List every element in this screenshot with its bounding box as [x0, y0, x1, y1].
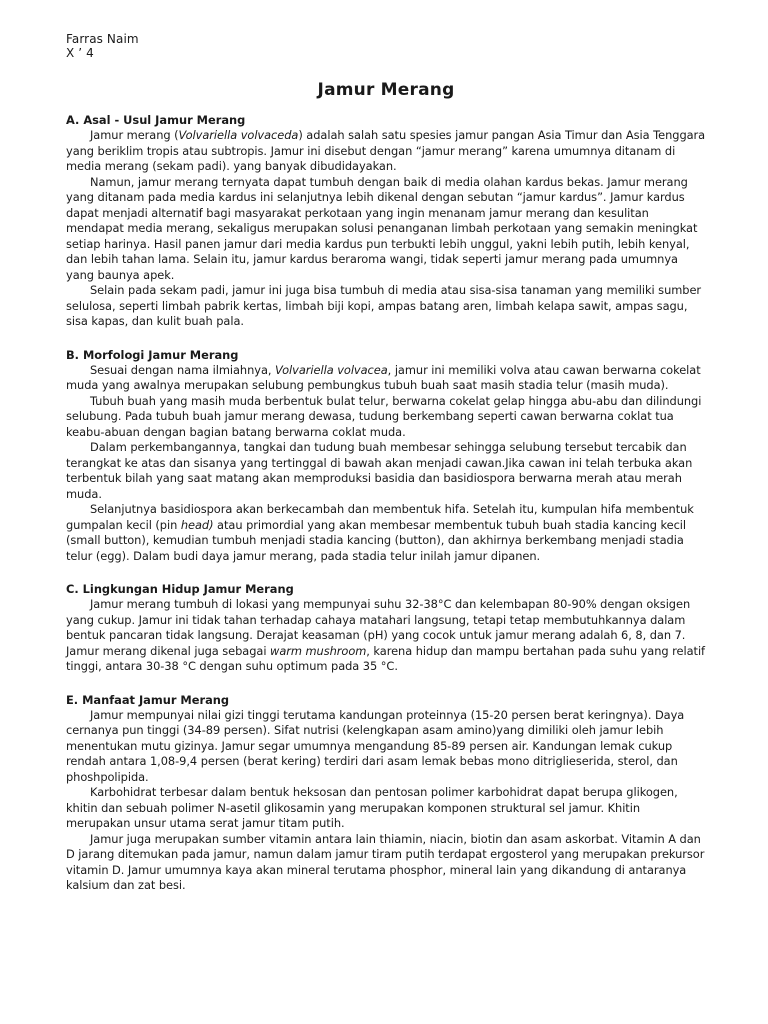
paragraph [66, 440, 706, 502]
section-1 [66, 347, 706, 565]
text-run: Namun, jamur merang ternyata dapat tumbuh dengan baik di media olahan kardus bekas. Jamur merang yang ditanam pada media kardus ini selanjutnya lebih dikenal dengan sebutan “jamur kardus”. Jamur kardus dapat menjadi alternatif bagi masyarakat perkotaan yang ingin menanam jamur merang dan kesulitan mendapat media merang, sekaligus merupakan solusi penanganan limbah perkotaan yang semakin meningkat setiap harinya. Hasil panen jamur dari media kardus pun terbukti lebih unggul, yakni lebih putih, lebih kenyal, dan lebih tahan lama. Selain itu, jamur kardus beraroma wangi, tidak seperti jamur merang pada umumnya yang baunya apek. [66, 174, 698, 282]
text-run: , karena hidup dan mampu bertahan pada suhu yang relatif tinggi, antara 30-38 °C dengan suhu optimum pada 35 °C. [66, 643, 706, 673]
text-run: Jamur merang tumbuh di lokasi yang mempunyai suhu 32-38°C dan kelembapan 80-90% dengan oksigen yang cukup. Jamur ini tidak tahan terhadap cahaya matahari langsung, tetapi tetap membutuhkannya dalam bentuk pancaran tidak langsung. Derajat keasaman (pH) yang cocok untuk jamur merang adalah 6, 8, dan 7. Jamur merang dikenal juga sebagai [66, 597, 691, 658]
text-run: Selanjutnya basidiospora akan berkecambah dan membentuk hifa. Setelah itu, kumpulan hifa membentuk gumpalan kecil (pin [66, 502, 694, 532]
author-name: Farras Naim [66, 32, 139, 46]
document-title: Jamur Merang [317, 80, 455, 100]
text-run: Karbohidrat terbesar dalam bentuk heksosan dan pentosan polimer karbohidrat dapat berupa glikogen, khitin dan sebuah polimer N-asetil glikosamin yang merupakan komponen struktural sel jamur. Khitin merupakan unsur utama serat jamur titam putih. [66, 785, 678, 830]
paragraph [66, 597, 706, 675]
text-run: Jamur mempunyai nilai gizi tinggi terutama kandungan proteinnya (15-20 persen berat keringnya). Daya cernanya pun tinggi (34-89 persen). Sifat nutrisi (kelengkapan asam amino)yang dimiliki oleh jamur lebih menentukan mutu gizinya. Jamur segar umumnya mengandung 85-89 persen air. Kandungan lemak cukup rendah antara 1,08-9,4 persen (berat kering) terdiri dari asam lemak bebas mono ditriglieserida, sterol, dan phoshpolipida. [66, 707, 685, 784]
paragraph [66, 283, 706, 330]
document-page [66, 32, 706, 911]
paragraph [66, 502, 706, 564]
section-3 [66, 692, 706, 894]
paragraph [66, 832, 706, 894]
text-run: ) adalah salah satu spesies jamur pangan Asia Timur dan Asia Tenggara yang beriklim tropis atau subtropis. Jamur ini disebut dengan “jamur merang” karena umumnya ditanam di media merang (sekam padi). yang banyak dibudidayakan. [66, 128, 706, 173]
text-run: , jamur ini memiliki volva atau cawan berwarna cokelat muda yang awalnya merupakan selubung pembungkus tubuh buah saat masih stadia telur (masih muda). [66, 362, 701, 392]
paragraph [66, 708, 706, 786]
text-run: Selain pada sekam padi, jamur ini juga bisa tumbuh di media atau sisa-sisa tanaman yang memiliki sumber selulosa, seperti limbah pabrik kertas, limbah biji kopi, ampas batang aren, limbah kelapa sawit, ampas sagu, sisa kapas, dan kulit buah pala. [66, 283, 702, 328]
section-heading: E. Manfaat Jamur Merang [66, 692, 230, 707]
section-heading: A. Asal - Usul Jamur Merang [66, 113, 246, 127]
paragraph [66, 128, 706, 175]
paragraph [66, 785, 706, 832]
text-run: Jamur merang ( [90, 128, 179, 142]
section-0 [66, 112, 706, 330]
paragraph [66, 363, 706, 394]
paragraph [66, 175, 706, 284]
italic-text-run: head) [180, 517, 214, 532]
text-run: Sesuai dengan nama ilmiahnya, [90, 362, 276, 377]
section-heading: C. Lingkungan Hidup Jamur Merang [66, 582, 294, 596]
author-class: X ’ 4 [66, 46, 94, 60]
italic-text-run: Volvariella volvaceda [178, 128, 299, 142]
paragraph [66, 394, 706, 441]
italic-text-run: warm mushroom [270, 643, 367, 658]
italic-text-run: Volvariella volvacea [275, 362, 388, 377]
text-run: Jamur juga merupakan sumber vitamin antara lain thiamin, niacin, biotin dan asam askorbat. Vitamin A dan D jarang ditemukan pada jamur, namun dalam jamur tiram putih terdapat ergosterol yang merupakan prekursor vitamin D. Jamur umumnya kaya akan mineral terutama phosphor, mineral lain yang dikandung di antaranya kalsium dan zat besi. [66, 831, 705, 892]
section-heading: B. Morfologi Jamur Merang [66, 347, 239, 362]
text-run: atau primordial yang akan membesar membentuk tubuh buah stadia kancing kecil (small button), kemudian tumbuh menjadi stadia kancing (button), dan akhirnya berkembang menjadi stadia telur (egg). Dalam budi daya jamur merang, pada stadia telur inilah jamur dipanen. [66, 517, 687, 563]
text-run: Dalam perkembangannya, tangkai dan tudung buah membesar sehingga selubung tersebut tercabik dan terangkat ke atas dan sisanya yang tertinggal di bawah akan menjadi cawan.Jika cawan ini telah terbuka akan terbentuk bilah yang saat matang akan memproduksi basidia dan basidiospora berwarna merah atau merah muda. [66, 440, 693, 501]
section-2 [66, 581, 706, 675]
author-block [66, 32, 706, 60]
document-body [66, 112, 706, 894]
text-run: Tubuh buah yang masih muda berbentuk bulat telur, berwarna cokelat gelap hingga abu-abu dan dilindungi selubung. Pada tubuh buah jamur merang dewasa, tudung berkembang seperti cawan berwarna coklat tua keabu-abuan dengan bagian batang berwarna coklat muda. [66, 393, 702, 439]
